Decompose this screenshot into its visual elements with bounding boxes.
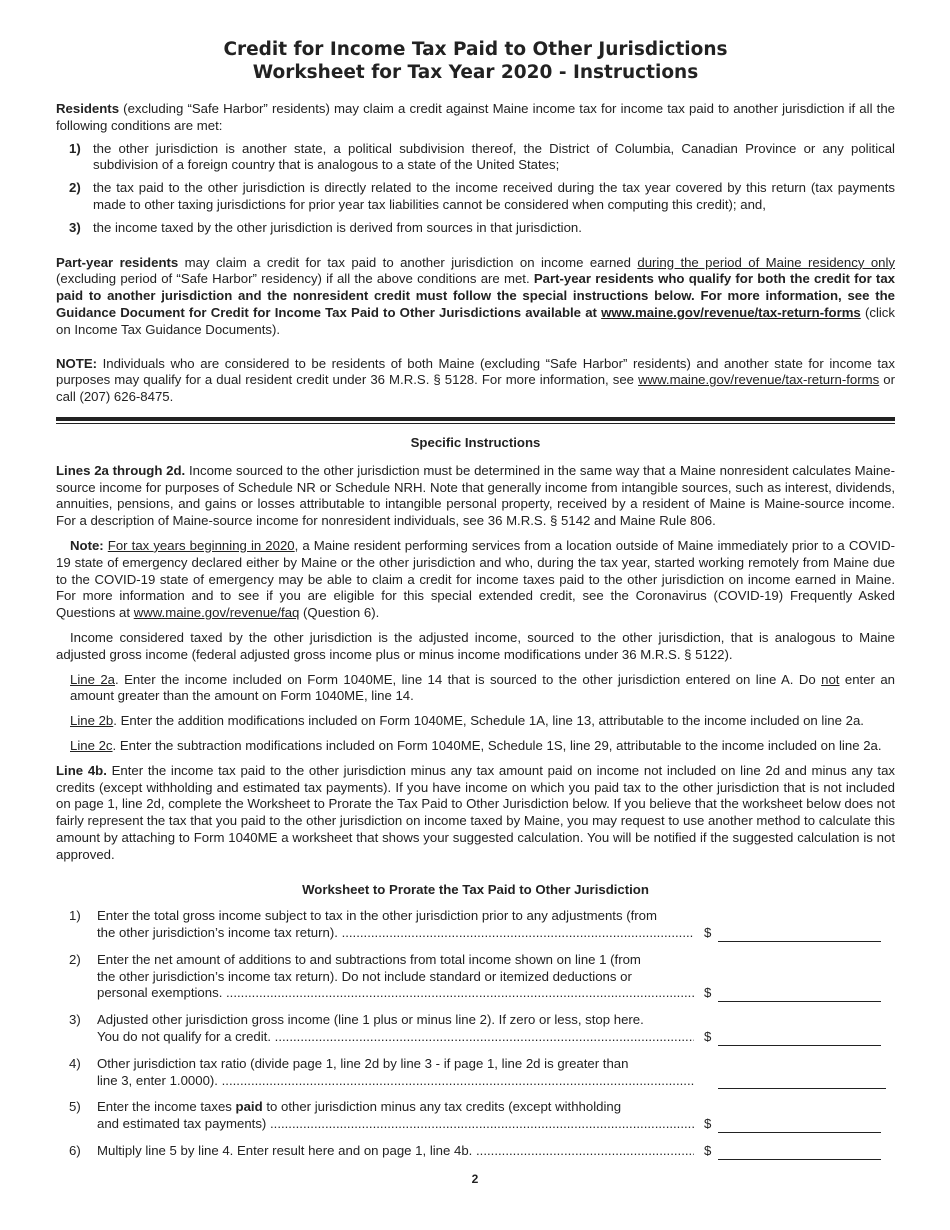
page-number: 2 <box>471 1172 479 1186</box>
worksheet-row: 3) Adjusted other jurisdiction gross income (line 1 plus or minus line 2). If zero or less, stop here. You do not qualify for a credit. ..... $ <box>56 1012 895 1046</box>
worksheet-row: 4) Other jurisdiction tax ratio (divide page 1, line 2d by line 3 - if page 1, line 2d is greater than line 3, enter 1.0000). ..... <box>56 1056 895 1090</box>
list-item: 1) the other jurisdiction is another state, a political subdivision thereof, the District of Columbia, Canadian Province or any political subdivision of a foreign country that is analogous to a state of the United States; <box>69 140 895 173</box>
worksheet <box>56 908 895 1160</box>
intro-paragraph: Residents (excluding “Safe Harbor” residents) may claim a credit against Maine income tax for income tax paid to another jurisdiction if all the following conditions are met: <box>56 101 895 133</box>
tax-forms-link[interactable]: www.maine.gov/revenue/tax-return-forms <box>638 372 880 388</box>
divider <box>56 417 895 421</box>
section-heading: Specific Instructions <box>410 434 541 450</box>
divider <box>56 423 895 424</box>
faq-link[interactable]: www.maine.gov/revenue/faq <box>133 605 300 621</box>
amount-field-2[interactable] <box>718 988 881 1002</box>
covid-note-paragraph: Note: For tax years beginning in 2020, a Maine resident performing services from a location outside of Maine immediately prior to a COVID-19 state of emergency declared either by Maine or the other jurisdiction and who, during the tax year, started working remotely from Maine due to the COVID-19 state of emergency may be able to claim a credit for income taxes paid to the other jurisdiction on income earned in Maine. For more information and to see if you are eligible for this special extended credit, see the Coronavirus (COVID-19) Frequently Asked Questions at www.maine.gov/revenue/faq (Question 6). <box>56 537 896 621</box>
list-item: 2) the tax paid to the other jurisdiction is directly related to the income received during the tax year covered by this return (tax payments made to other taxing jurisdictions for prior year tax liabilities cannot be considered when computing this credit); and, <box>69 180 895 212</box>
tax-forms-link[interactable]: www.maine.gov/revenue/tax-return-forms <box>601 304 861 320</box>
page-title: Credit for Income Tax Paid to Other Jurisdictions Worksheet for Tax Year 2020 - Instructions <box>223 39 728 83</box>
conditions-list <box>56 141 895 237</box>
line-2a-paragraph: Line 2a. Enter the income included on Form 1040ME, line 14 that is sourced to the other jurisdiction entered on line A. Do not enter an amount greater than the amount on Form 1040ME, line 14. <box>70 671 896 704</box>
amount-field-6[interactable] <box>718 1146 881 1160</box>
amount-field-5[interactable] <box>718 1119 881 1133</box>
worksheet-row: 1) Enter the total gross income subject to tax in the other jurisdiction prior to any adjustments (from the other jurisdiction’s income tax return). ..... $ <box>56 908 895 942</box>
document-page <box>56 38 895 1170</box>
amount-field-1[interactable] <box>718 928 881 942</box>
ratio-field-4[interactable] <box>718 1075 886 1089</box>
line-2c-paragraph: Line 2c. Enter the subtraction modifications included on Form 1040ME, Schedule 1S, line 29, attributable to the income included on line 2a. <box>70 737 882 753</box>
line-4b-paragraph: Line 4b. Enter the income tax paid to the other jurisdiction minus any tax amount paid on income not included on line 2d and minus any tax credits (except withholding and estimated tax payments). If you have income on which you paid tax to the other jurisdiction that is not included on page 1, line 2d, complete the Worksheet to Prorate the Tax Paid to Other Jurisdiction below. If you believe that the worksheet below does not fairly represent the tax that you paid to the other jurisdiction on income taxed by Maine, you may request to use another method to calculate this amount by attaching to Form 1040ME a worksheet that shows your suggested calculation. You will be notified if the suggested calculation is not approved. <box>56 762 895 862</box>
line-2b-paragraph: Line 2b. Enter the addition modifications included on Form 1040ME, Schedule 1A, line 13, attributable to the income included on line 2a. <box>70 713 864 729</box>
worksheet-row: 2) Enter the net amount of additions to and subtractions from total income shown on line 1 (from the other jurisdiction’s income tax return). Do not include standard or itemized deductions or personal exemptions. ..... $ <box>56 952 895 1002</box>
worksheet-row: 5) Enter the income taxes paid to other jurisdiction minus any tax credits (except withholding and estimated tax payments) ..... $ <box>56 1099 895 1133</box>
worksheet-title: Worksheet to Prorate the Tax Paid to Other Jurisdiction <box>302 882 649 898</box>
income-considered-paragraph: Income considered taxed by the other jurisdiction is the adjusted income, sourced to the other jurisdiction, that is analogous to Maine adjusted gross income (federal adjusted gross income plus or minus income modifications under 36 M.R.S. § 5122). <box>56 629 895 662</box>
list-item: 3) the income taxed by the other jurisdiction is derived from sources in that jurisdiction. <box>69 219 582 235</box>
amount-field-3[interactable] <box>718 1032 881 1046</box>
lines-2a-2d-paragraph: Lines 2a through 2d. Income sourced to the other jurisdiction must be determined in the same way that a Maine nonresident calculates Maine-source income for purposes of Schedule NR or Schedule NRH. Note that generally income from intangible sources, such as interest, dividends, annuities, pensions, and gains or losses attributable to intangible personal property, received by a resident of Maine is Maine-source income. For a description of Maine-source income for nonresident individuals, see 36 M.R.S. § 5142 and Maine Rule 806. <box>56 462 895 529</box>
part-year-paragraph: Part-year residents may claim a credit for tax paid to another jurisdiction on income earned during the period of Maine residency only (excluding period of “Safe Harbor” residency) if all the above conditions are met. Part-year residents who qualify for both the credit for tax paid to another jurisdiction and the nonresident credit must follow the special instructions below. For more information, see the Guidance Document for Credit for Income Tax Paid to Other Jurisdictions available at www.maine.gov/revenue/tax-return-forms (click on Income Tax Guidance Documents). <box>56 254 896 337</box>
worksheet-row: 6) Multiply line 5 by line 4. Enter result here and on page 1, line 4b. ..... $ <box>56 1143 895 1160</box>
note-paragraph: NOTE: Individuals who are considered to be residents of both Maine (excluding “Safe Harbor” residents) and another state for income tax purposes may qualify for a dual resident credit under 36 M.R.S. § 5128. For more information, see www.maine.gov/revenue/tax-return-forms or call (207) 626-8475. <box>56 355 896 405</box>
